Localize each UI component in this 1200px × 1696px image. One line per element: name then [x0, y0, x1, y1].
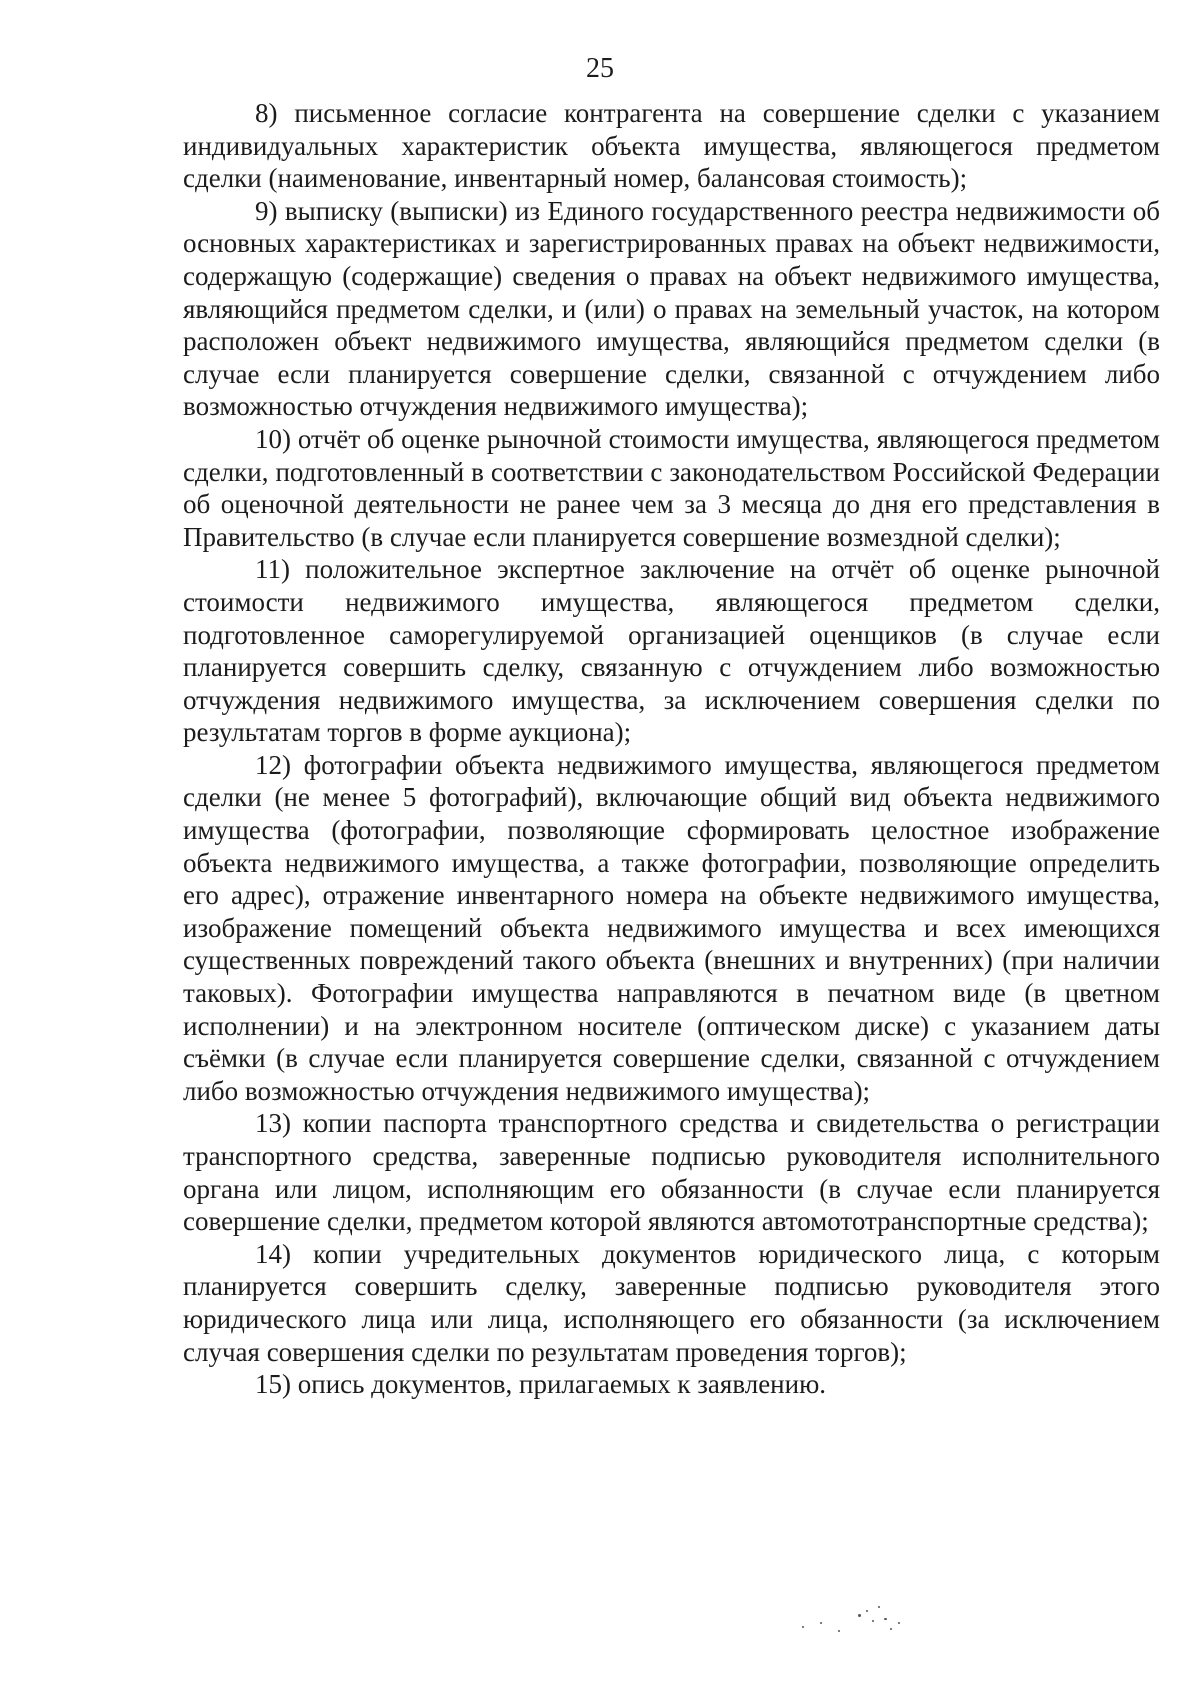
list-item-14: 14) копии учредительных документов юридического лица, с которым планируется совершить сделку, заверенные подписью руководителя этого юридического лица или лица, исполняющего его обязанности (за исключением случая совершения сделки по результатам проведения торгов);: [183, 1238, 1160, 1367]
list-item-12: 12) фотографии объекта недвижимого имущества, являющегося предметом сделки (не менее 5 фотографий), включающие общий вид объекта недвижимого имущества (фотографии, позволяющие сформировать целостное изображение объекта недвижимого имущества, а также фотографии, позволяющие определить его адрес), отражение инвентарного номера на объекте недвижимого имущества, изображение помещений объекта недвижимого имущества и всех имеющихся существенных повреждений такого объекта (внешних и внутренних) (при наличии таковых). Фотографии имущества направляются в печатном виде (в цветном исполнении) и на электронном носителе (оптическом диске) с указанием даты съёмки (в случае если планируется совершение сделки, связанной с отчуждением либо возможностью отчуждения недвижимого имущества);: [183, 749, 1160, 1106]
list-item-10: 10) отчёт об оценке рыночной стоимости имущества, являющегося предметом сделки, подготовленный в соответствии с законодательством Российской Федерации об оценочной деятельности не ранее чем за 3 месяца до дня его представления в Правительство (в случае если планируется совершение возмездной сделки);: [183, 423, 1160, 552]
list-item-13: 13) копии паспорта транспортного средства и свидетельства о регистрации транспортного средства, заверенные подписью руководителя исполнительного органа или лицом, исполняющим его обязанности (в случае если планируется совершение сделки, предметом которой являются автомототранспортные средства);: [183, 1108, 1160, 1237]
list-item-9: 9) выписку (выписки) из Единого государственного реестра недвижимости об основных характеристиках и зарегистрированных правах на объект недвижимости, содержащую (содержащие) сведения о правах на объект недвижимого имущества, являющийся предметом сделки, и (или) о правах на земельный участок, на котором расположен объект недвижимого имущества, являющийся предметом сделки (в случае если планируется совершение сделки, связанной с отчуждением либо возможностью отчуждения недвижимого имущества);: [183, 195, 1160, 422]
list-item-11: 11) положительное экспертное заключение на отчёт об оценке рыночной стоимости недвижимого имущества, являющегося предметом сделки, подготовленное саморегулируемой организацией оценщиков (в случае если планируется совершить сделку, связанную с отчуждением либо возможностью отчуждения недвижимого имущества, за исключением совершения сделки по результатам торгов в форме аукциона);: [183, 554, 1160, 748]
document-body: [183, 97, 1160, 1401]
list-item-15: 15) опись документов, прилагаемых к заявлению.: [255, 1369, 826, 1400]
scan-specks: [800, 1600, 950, 1640]
page-number: 25: [586, 53, 614, 84]
list-item-8: 8) письменное согласие контрагента на совершение сделки с указанием индивидуальных характеристик объекта имущества, являющегося предметом сделки (наименование, инвентарный номер, балансовая стоимость);: [183, 98, 1160, 194]
